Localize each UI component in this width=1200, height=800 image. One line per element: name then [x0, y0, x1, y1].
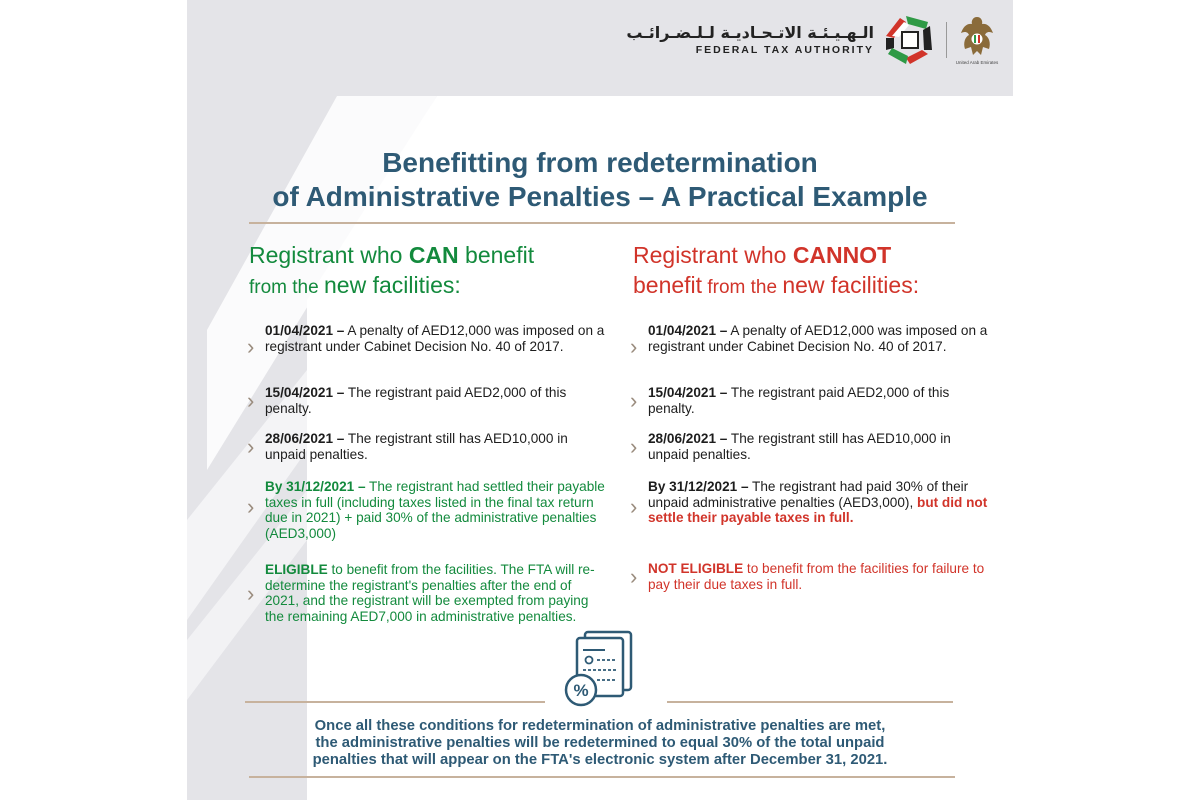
item-text: The registrant had paid 30% of their unpaid administrative penalties (AED3,000), — [648, 479, 969, 510]
list-item — [247, 479, 609, 562]
heading-emphasis: CAN — [408, 242, 459, 268]
item-date: 01/04/2021 – — [265, 323, 345, 338]
logo-divider — [946, 22, 947, 58]
icon-divider-left — [245, 701, 545, 703]
title-line-1: Benefitting from redetermination — [382, 147, 818, 178]
list-item — [630, 431, 992, 479]
uae-caption: United Arab Emirates — [955, 60, 999, 65]
heading-text: Registrant who — [249, 242, 409, 268]
item-text: The registrant had settled their payable taxes in full (including taxes listed in the final tax return due in 2021) + paid 30% of the administrative penalties (AED3,000) — [265, 479, 605, 541]
page-title — [187, 146, 1013, 214]
heading-text: benefit — [458, 242, 535, 268]
chevron-right-icon: › — [247, 494, 255, 519]
chevron-right-icon: › — [630, 334, 638, 359]
heading-text: new facilities: — [782, 272, 920, 298]
heading-text: from the — [249, 277, 324, 298]
heading-text: from the — [702, 277, 783, 298]
item-text: A penalty of AED12,000 was imposed on a registrant under Cabinet Decision No. 40 of 2017. — [265, 323, 605, 354]
list-item — [630, 561, 992, 592]
can-benefit-heading — [249, 240, 534, 303]
fta-english-name: FEDERAL TAX AUTHORITY — [695, 44, 874, 56]
item-status: ELIGIBLE — [265, 562, 328, 577]
heading-text: benefit — [633, 272, 703, 298]
item-date: 15/04/2021 – — [265, 385, 345, 400]
footer-line-2: the administrative penalties will be redetermined to equal 30% of the total unpaid — [315, 735, 885, 751]
item-text: A penalty of AED12,000 was imposed on a registrant under Cabinet Decision No. 40 of 2017. — [648, 323, 988, 354]
footer-line-3: penalties that will appear on the FTA's electronic system after December 31, 2021. — [312, 752, 888, 768]
list-item — [247, 562, 609, 624]
item-text: to benefit from the facilities for failure to pay their due taxes in full. — [648, 561, 985, 592]
item-text: The registrant paid AED2,000 of this penalty. — [648, 385, 950, 416]
fta-arabic-name: الـهـيـئـة الاتـحـاديـة لـلـضـرائـب — [626, 23, 874, 42]
fta-wordmark — [626, 23, 874, 57]
item-warning: but did not settle their payable taxes in full. — [648, 494, 988, 526]
item-text: The registrant paid AED2,000 of this penalty. — [265, 385, 567, 416]
list-item — [247, 385, 609, 431]
chevron-right-icon: › — [630, 388, 638, 413]
chevron-right-icon: › — [247, 388, 255, 413]
heading-emphasis: CANNOT — [792, 242, 892, 268]
item-text: to benefit from the facilities. The FTA will re-determine the registrant's penalties after the end of 2021, and the registrant will be exempted from paying the remaining AED7,000 in administrative penalties. — [265, 562, 595, 624]
list-item — [247, 323, 609, 385]
can-benefit-list — [247, 323, 609, 624]
chevron-right-icon: › — [247, 334, 255, 359]
item-date: 28/06/2021 – — [648, 431, 728, 446]
chevron-right-icon: › — [247, 434, 255, 459]
item-text: The registrant still has AED10,000 in unpaid penalties. — [265, 431, 568, 462]
chevron-right-icon: › — [630, 434, 638, 459]
title-line-2: of Administrative Penalties – A Practical Example — [272, 181, 928, 212]
uae-emblem — [955, 15, 999, 65]
item-date: 01/04/2021 – — [648, 323, 728, 338]
item-date: 15/04/2021 – — [648, 385, 728, 400]
fta-logo-icon — [882, 12, 938, 68]
heading-text: new facilities: — [323, 272, 461, 298]
list-item — [630, 385, 992, 431]
percent-symbol: % — [573, 681, 589, 700]
footer-line-1: Once all these conditions for redetermination of administrative penalties are met, — [314, 718, 886, 734]
cannot-benefit-heading — [633, 240, 919, 303]
chevron-right-icon: › — [247, 581, 255, 606]
icon-divider-right — [667, 701, 953, 703]
uae-falcon-icon — [957, 15, 997, 59]
list-item — [630, 323, 992, 385]
footer-divider — [249, 776, 955, 778]
item-date: 28/06/2021 – — [265, 431, 345, 446]
item-text: The registrant still has AED10,000 in unpaid penalties. — [648, 431, 951, 462]
infographic-poster — [187, 0, 1013, 800]
item-date: By 31/12/2021 – — [648, 479, 749, 494]
tax-document-percent-icon — [561, 628, 641, 710]
item-date: By 31/12/2021 – — [265, 479, 366, 494]
item-status: NOT ELIGIBLE — [648, 561, 744, 576]
cannot-benefit-list — [630, 323, 992, 592]
chevron-right-icon: › — [630, 564, 638, 589]
heading-text: Registrant who — [633, 242, 793, 268]
header-logos — [626, 12, 999, 68]
list-item — [630, 479, 992, 561]
footer-note — [227, 718, 973, 769]
chevron-right-icon: › — [630, 494, 638, 519]
list-item — [247, 431, 609, 479]
title-divider — [249, 222, 955, 224]
